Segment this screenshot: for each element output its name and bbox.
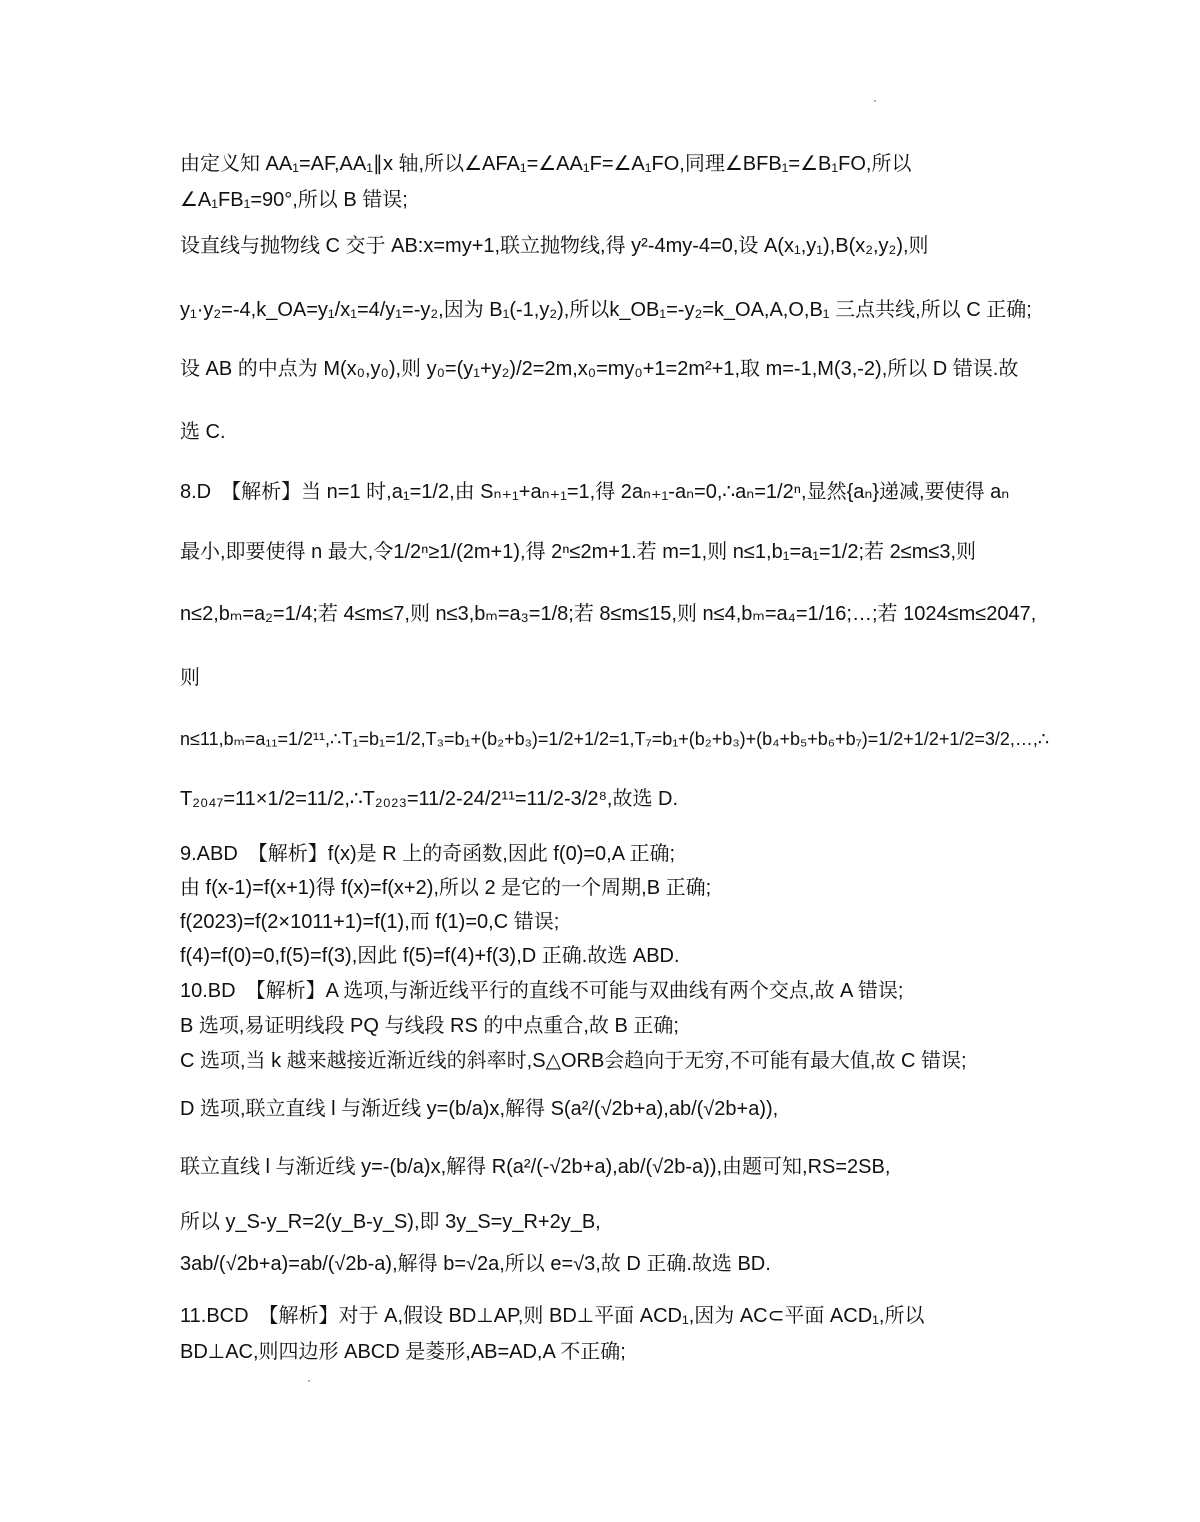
text-line: 3ab/(√2b+a)=ab/(√2b-a),解得 b=√2a,所以 e=√3,故 D 正确.故选 BD.: [180, 1253, 771, 1275]
text-line: 设直线与抛物线 C 交于 AB:x=my+1,联立抛物线,得 y²-4my-4=0,设 A(x₁,y₁),B(x₂,y₂),则: [180, 235, 929, 257]
text-line: 最小,即要使得 n 最大,令1/2ⁿ≥1/(2m+1),得 2ⁿ≤2m+1.若 m=1,则 n≤1,b₁=a₁=1/2;若 2≤m≤3,则: [180, 541, 977, 563]
text-line: 选 C.: [180, 421, 226, 443]
scan-dot-bottom: [308, 1380, 310, 1382]
scan-dot-top: [874, 100, 876, 102]
text-line: 8.D 【解析】当 n=1 时,a₁=1/2,由 Sₙ₊₁+aₙ₊₁=1,得 2aₙ₊₁-aₙ=0,∴aₙ=1/2ⁿ,显然{aₙ}递减,要使得 aₙ: [180, 481, 1010, 503]
text-line: 则: [180, 667, 200, 689]
text-line: BD⊥AC,则四边形 ABCD 是菱形,AB=AD,A 不正确;: [180, 1341, 626, 1363]
text-line: 9.ABD 【解析】f(x)是 R 上的奇函数,因此 f(0)=0,A 正确;: [180, 843, 676, 865]
text-line: f(2023)=f(2×1011+1)=f(1),而 f(1)=0,C 错误;: [180, 911, 560, 933]
text-line: 10.BD 【解析】A 选项,与渐近线平行的直线不可能与双曲线有两个交点,故 A 错误;: [180, 980, 904, 1002]
text-line: D 选项,联立直线 l 与渐近线 y=(b/a)x,解得 S(a²/(√2b+a),ab/(√2b+a)),: [180, 1098, 779, 1120]
text-line: 联立直线 l 与渐近线 y=-(b/a)x,解得 R(a²/(-√2b+a),ab/(√2b-a)),由题可知,RS=2SB,: [180, 1156, 891, 1178]
text-line: y₁·y₂=-4,k_OA=y₁/x₁=4/y₁=-y₂,因为 B₁(-1,y₂),所以k_OB₁=-y₂=k_OA,A,O,B₁ 三点共线,所以 C 正确;: [180, 299, 1032, 321]
text-line: ∠A₁FB₁=90°,所以 B 错误;: [180, 189, 408, 211]
text-line: 由 f(x-1)=f(x+1)得 f(x)=f(x+2),所以 2 是它的一个周期,B 正确;: [180, 877, 712, 899]
text-line: 11.BCD 【解析】对于 A,假设 BD⊥AP,则 BD⊥平面 ACD₁,因为 AC⊂平面 ACD₁,所以: [180, 1305, 925, 1327]
text-line: n≤2,bₘ=a₂=1/4;若 4≤m≤7,则 n≤3,bₘ=a₃=1/8;若 8≤m≤15,则 n≤4,bₘ=a₄=1/16;…;若 1024≤m≤2047,: [180, 603, 1037, 625]
text-line: 由定义知 AA₁=AF,AA₁∥x 轴,所以∠AFA₁=∠AA₁F=∠A₁FO,同理∠BFB₁=∠B₁FO,所以: [180, 153, 912, 175]
text-line: f(4)=f(0)=0,f(5)=f(3),因此 f(5)=f(4)+f(3),D 正确.故选 ABD.: [180, 945, 680, 967]
text-line: B 选项,易证明线段 PQ 与线段 RS 的中点重合,故 B 正确;: [180, 1015, 679, 1037]
text-line: C 选项,当 k 越来越接近渐近线的斜率时,S△ORB会趋向于无穷,不可能有最大值,故 C 错误;: [180, 1050, 967, 1072]
text-line: n≤11,bₘ=a₁₁=1/2¹¹,∴T₁=b₁=1/2,T₃=b₁+(b₂+b₃)=1/2+1/2=1,T₇=b₁+(b₂+b₃)+(b₄+b₅+b₆+b₇)=1/2+1/2+1/2=3/2,…,∴: [180, 729, 1050, 749]
text-line: 所以 y_S-y_R=2(y_B-y_S),即 3y_S=y_R+2y_B,: [180, 1211, 601, 1233]
text-line: T₂₀₄₇=11×1/2=11/2,∴T₂₀₂₃=11/2-24/2¹¹=11/2-3/2⁸,故选 D.: [180, 788, 678, 810]
text-line: 设 AB 的中点为 M(x₀,y₀),则 y₀=(y₁+y₂)/2=2m,x₀=my₀+1=2m²+1,取 m=-1,M(3,-2),所以 D 错误.故: [180, 358, 1019, 380]
